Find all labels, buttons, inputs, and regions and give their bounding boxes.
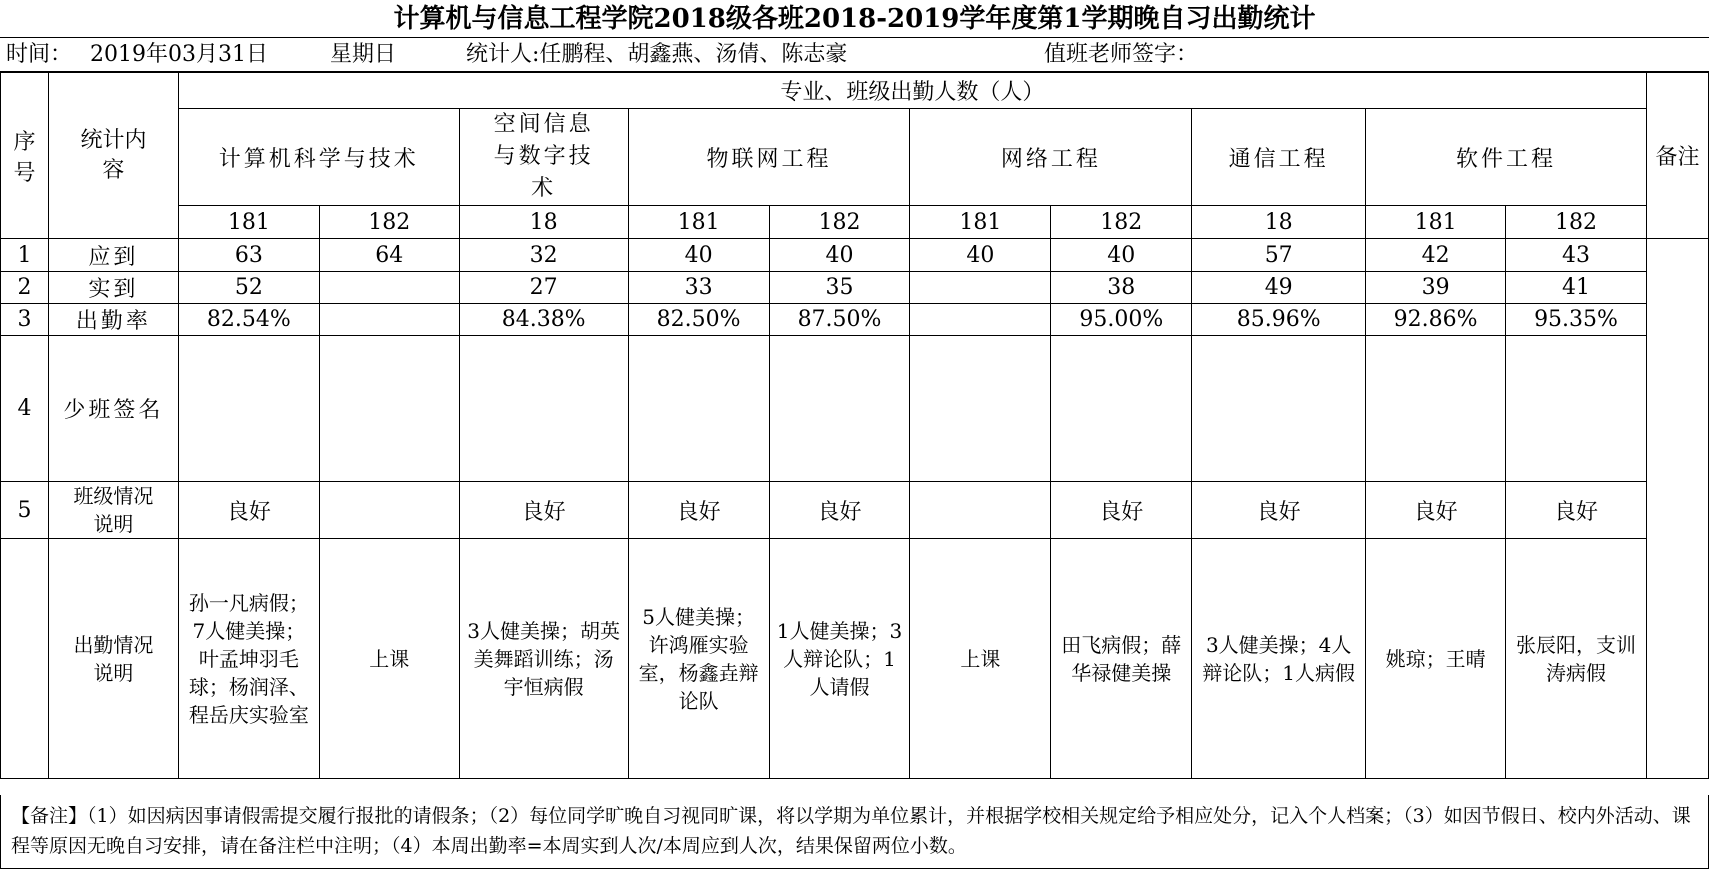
cell-value: 3人健美操；胡英美舞蹈训练；汤宇恒病假 bbox=[459, 539, 628, 779]
table-row bbox=[1, 482, 1709, 539]
weekday-value: 星期日 bbox=[330, 42, 397, 67]
class-number: 18 bbox=[459, 206, 628, 239]
cell-value bbox=[319, 304, 459, 336]
cell-value: 田飞病假；薛华禄健美操 bbox=[1051, 539, 1192, 779]
header-group: 专业、班级出勤人数（人） bbox=[178, 73, 1646, 109]
remarks-cell bbox=[1646, 239, 1708, 779]
cell-value: 上课 bbox=[319, 539, 459, 779]
cell-value bbox=[1366, 336, 1506, 482]
class-number: 18 bbox=[1192, 206, 1366, 239]
row-number: 3 bbox=[1, 304, 49, 336]
cell-value bbox=[1051, 336, 1192, 482]
cell-value: 27 bbox=[459, 272, 628, 304]
cell-value: 良好 bbox=[1366, 482, 1506, 539]
cell-value: 张辰阳，支训涛病假 bbox=[1506, 539, 1647, 779]
cell-value: 82.50% bbox=[628, 304, 769, 336]
row-label: 出勤率 bbox=[48, 304, 178, 336]
info-bar bbox=[0, 38, 1709, 72]
cell-value: 良好 bbox=[178, 482, 319, 539]
cell-value bbox=[178, 336, 319, 482]
teacher-signature: 值班老师签字： bbox=[1044, 42, 1199, 67]
date-value: 2019年03月31日 bbox=[90, 42, 268, 67]
cell-value: 95.00% bbox=[1051, 304, 1192, 336]
cell-value bbox=[1506, 336, 1647, 482]
header-remarks: 备注 bbox=[1646, 73, 1708, 239]
cell-value: 87.50% bbox=[769, 304, 910, 336]
cell-value bbox=[910, 272, 1051, 304]
class-number: 181 bbox=[628, 206, 769, 239]
cell-value: 95.35% bbox=[1506, 304, 1647, 336]
header-content: 统计内容 bbox=[48, 73, 178, 239]
cell-value: 49 bbox=[1192, 272, 1366, 304]
cell-value bbox=[628, 336, 769, 482]
sheet-title: 计算机与信息工程学院2018级各班2018-2019学年度第1学期晚自习出勤统计 bbox=[0, 0, 1709, 38]
cell-value: 41 bbox=[1506, 272, 1647, 304]
cell-value: 63 bbox=[178, 239, 319, 272]
cell-value: 上课 bbox=[910, 539, 1051, 779]
table-row bbox=[1, 272, 1709, 304]
row-label: 少班签名 bbox=[48, 336, 178, 482]
row-label: 班级情况说明 bbox=[48, 482, 178, 539]
cell-value bbox=[769, 336, 910, 482]
cell-value bbox=[910, 482, 1051, 539]
major-iot: 物联网工程 bbox=[628, 109, 910, 206]
cell-value bbox=[459, 336, 628, 482]
cell-value: 良好 bbox=[1506, 482, 1647, 539]
cell-value: 43 bbox=[1506, 239, 1647, 272]
cell-value: 1人健美操；3人辩论队；1人请假 bbox=[769, 539, 910, 779]
major-comm: 通信工程 bbox=[1192, 109, 1366, 206]
cell-value: 良好 bbox=[1192, 482, 1366, 539]
cell-value: 40 bbox=[910, 239, 1051, 272]
cell-value: 33 bbox=[628, 272, 769, 304]
cell-value: 40 bbox=[769, 239, 910, 272]
cell-value: 孙一凡病假；7人健美操；叶孟坤羽毛球；杨润泽、程岳庆实验室 bbox=[178, 539, 319, 779]
cell-value: 姚琼；王晴 bbox=[1366, 539, 1506, 779]
cell-value: 40 bbox=[628, 239, 769, 272]
cell-value bbox=[319, 272, 459, 304]
class-number: 182 bbox=[769, 206, 910, 239]
class-number: 181 bbox=[910, 206, 1051, 239]
major-software: 软件工程 bbox=[1366, 109, 1647, 206]
row-number: 2 bbox=[1, 272, 49, 304]
major-network: 网络工程 bbox=[910, 109, 1192, 206]
row-label: 应到 bbox=[48, 239, 178, 272]
class-number: 182 bbox=[1051, 206, 1192, 239]
cell-value bbox=[910, 336, 1051, 482]
row-label: 实到 bbox=[48, 272, 178, 304]
cell-value: 52 bbox=[178, 272, 319, 304]
cell-value: 85.96% bbox=[1192, 304, 1366, 336]
cell-value: 57 bbox=[1192, 239, 1366, 272]
row-number bbox=[1, 539, 49, 779]
cell-value: 良好 bbox=[769, 482, 910, 539]
cell-value bbox=[319, 336, 459, 482]
row-number: 5 bbox=[1, 482, 49, 539]
statisticians: 统计人:任鹏程、胡鑫燕、汤倩、陈志豪 bbox=[466, 42, 848, 67]
table-row bbox=[1, 304, 1709, 336]
cell-value: 5人健美操；许鸿雁实验室，杨鑫垚辩论队 bbox=[628, 539, 769, 779]
cell-value: 良好 bbox=[628, 482, 769, 539]
footnote: 【备注】（1）如因病因事请假需提交履行报批的请假条；（2）每位同学旷晚自习视同旷课，将以学期为单位累计，并根据学校相关规定给予相应处分，记入个人档案；（3）如因节假日、校内外活动、课程等原因无晚自习安排，请在备注栏中注明；（4）本周出勤率=本周实到人次/本周应到人次，结果保留两位小数。 bbox=[0, 795, 1709, 869]
major-cs: 计算机科学与技术 bbox=[178, 109, 459, 206]
row-number: 1 bbox=[1, 239, 49, 272]
row-number: 4 bbox=[1, 336, 49, 482]
cell-value: 92.86% bbox=[1366, 304, 1506, 336]
table-row bbox=[1, 239, 1709, 272]
cell-value bbox=[319, 482, 459, 539]
table-row bbox=[1, 336, 1709, 482]
cell-value: 38 bbox=[1051, 272, 1192, 304]
class-number: 182 bbox=[319, 206, 459, 239]
cell-value: 39 bbox=[1366, 272, 1506, 304]
class-number: 182 bbox=[1506, 206, 1647, 239]
header-seq: 序号 bbox=[1, 73, 49, 239]
cell-value: 64 bbox=[319, 239, 459, 272]
cell-value bbox=[910, 304, 1051, 336]
cell-value: 良好 bbox=[1051, 482, 1192, 539]
cell-value bbox=[1192, 336, 1366, 482]
cell-value: 84.38% bbox=[459, 304, 628, 336]
class-number: 181 bbox=[178, 206, 319, 239]
cell-value: 3人健美操；4人辩论队；1人病假 bbox=[1192, 539, 1366, 779]
class-number: 181 bbox=[1366, 206, 1506, 239]
row-label: 出勤情况说明 bbox=[48, 539, 178, 779]
cell-value: 良好 bbox=[459, 482, 628, 539]
cell-value: 40 bbox=[1051, 239, 1192, 272]
time-label: 时间： bbox=[6, 42, 73, 67]
cell-value: 42 bbox=[1366, 239, 1506, 272]
cell-value: 82.54% bbox=[178, 304, 319, 336]
major-spatial: 空间信息与数字技术 bbox=[459, 109, 628, 206]
table-row bbox=[1, 539, 1709, 779]
attendance-table bbox=[0, 72, 1709, 779]
cell-value: 35 bbox=[769, 272, 910, 304]
cell-value: 32 bbox=[459, 239, 628, 272]
